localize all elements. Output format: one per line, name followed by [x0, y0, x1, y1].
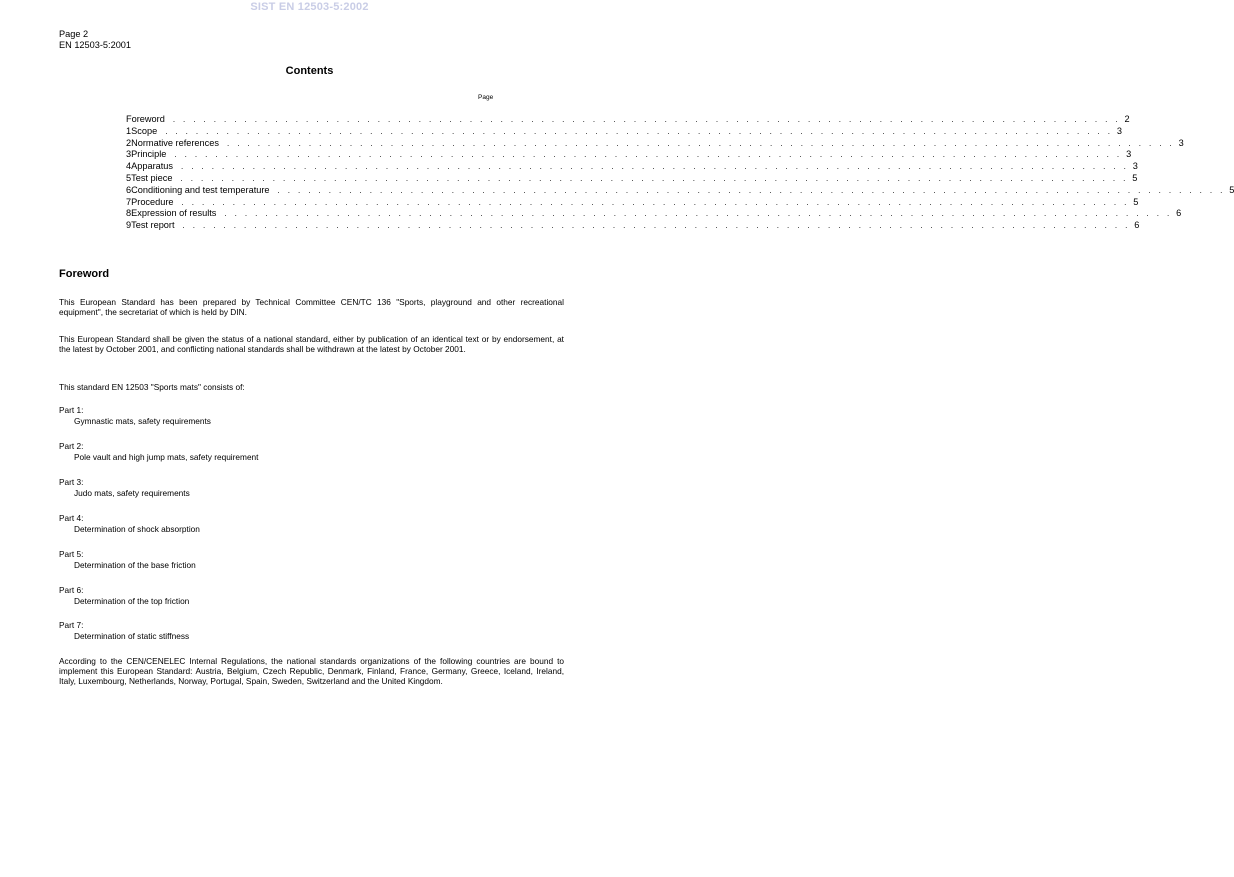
toc-entry-number: 3: [126, 149, 132, 160]
part-description: Determination of the base friction: [74, 560, 196, 570]
toc-entry-title: Principle: [131, 149, 167, 160]
toc-leader-dots: . . . . . . . . . . . . . . . . . . . . . . . . . . . . . . . . . . . . . . . . . . . . . . . . . . . . . . . . . . . . . . . . . . . . . . . . . . . . . . . . . . . . . . . . . . . . .: [180, 173, 1129, 183]
part-list-item: [59, 620, 189, 642]
toc-entry-page: 3: [1116, 125, 1123, 136]
part-label: Part 3:: [59, 477, 84, 487]
page-header: [59, 29, 131, 51]
toc-entry-scope[interactable]: [126, 125, 1123, 138]
part-description: Determination of shock absorption: [74, 524, 200, 534]
toc-entry-page: 5: [1132, 172, 1138, 183]
toc-entry-number: 2: [126, 137, 132, 148]
toc-leader-dots: . . . . . . . . . . . . . . . . . . . . . . . . . . . . . . . . . . . . . . . . . . . . . . . . . . . . . . . . . . . . . . . . . . . . . . . . . . . . . . . . . . . . . . . . . . . . .: [181, 197, 1130, 207]
foreword-paragraph: This standard EN 12503 "Sports mats" consists of:: [59, 382, 245, 392]
part-description: Determination of the top friction: [74, 596, 190, 606]
toc-entry-number: 7: [126, 196, 132, 207]
toc-entry-conditioning[interactable]: [126, 184, 1234, 197]
toc-entry-principle[interactable]: [126, 149, 1132, 161]
toc-entry-title: Expression of results: [131, 208, 217, 219]
toc-entry-title: Test report: [131, 220, 175, 231]
foreword-heading: Foreword: [59, 268, 110, 280]
toc-entry-page: 3: [1178, 137, 1184, 148]
toc-entry-page: 5: [1133, 196, 1139, 207]
part-list-item: [59, 405, 211, 427]
part-list-item: [59, 477, 190, 499]
foreword-paragraph: This European Standard shall be given the status of a national standard, either by publication of an identical text or by endorsement, at the latest by October 2001, and conflicting national standards shall be withdrawn at the latest by October 2001.: [59, 334, 564, 355]
part-label: Part 4:: [59, 513, 84, 523]
foreword-paragraph: According to the CEN/CENELEC Internal Regulations, the national standards organizations of the following countries are bound to implement this European Standard: Austria, Belgium, Czech Republic, Denmark, Finland, France, Germany, Greece, Iceland, Ireland, Italy, Luxembourg, Netherlands, Norway, Portugal, Spain, Sweden, Switzerland and the United Kingdom.: [59, 656, 564, 687]
toc-leader-dots: . . . . . . . . . . . . . . . . . . . . . . . . . . . . . . . . . . . . . . . . . . . . . . . . . . . . . . . . . . . . . . . . . . . . . . . . . . . . . . . . . . . . . . . . . . . . .: [224, 209, 1173, 219]
toc-entry-expression-of-results[interactable]: [126, 208, 1182, 220]
toc-entry-foreword[interactable]: [126, 114, 1130, 126]
part-label: Part 7:: [59, 620, 84, 630]
page-number-label: Page 2: [59, 29, 89, 39]
part-label: Part 6:: [59, 585, 84, 595]
part-list-item: [59, 441, 258, 463]
toc-entry-title: Scope: [131, 125, 158, 136]
toc-entry-number: 6: [126, 184, 132, 195]
part-label: Part 2:: [59, 441, 84, 451]
toc-entry-title: Apparatus: [131, 161, 174, 172]
toc-entry-page: 5: [1229, 184, 1234, 195]
document-id: EN 12503-5:2001: [59, 40, 132, 50]
toc-entry-page: 6: [1134, 220, 1140, 231]
part-description: Determination of static stiffness: [74, 631, 190, 641]
toc-leader-dots: . . . . . . . . . . . . . . . . . . . . . . . . . . . . . . . . . . . . . . . . . . . . . . . . . . . . . . . . . . . . . . . . . . . . . . . . . . . . . . . . . . . . . . . . . . . . .: [182, 221, 1131, 231]
toc-entry-test-piece[interactable]: [126, 172, 1138, 185]
foreword-paragraph: This European Standard has been prepared by Technical Committee CEN/TC 136 "Sports, playground and other recreational equipment", the secretariat of which is held by DIN.: [59, 297, 564, 318]
toc-entry-title: Conditioning and test temperature: [131, 184, 270, 195]
toc-entry-number: 4: [126, 161, 132, 172]
toc-leader-dots: . . . . . . . . . . . . . . . . . . . . . . . . . . . . . . . . . . . . . . . . . . . . . . . . . . . . . . . . . . . . . . . . . . . . . . . . . . . . . . . . . . . . . . . . . . . . .: [277, 185, 1226, 195]
toc-entry-apparatus[interactable]: [126, 161, 1138, 173]
toc-entry-page: 6: [1176, 208, 1182, 219]
toc-leader-dots: . . . . . . . . . . . . . . . . . . . . . . . . . . . . . . . . . . . . . . . . . . . . . . . . . . . . . . . . . . . . . . . . . . . . . . . . . . . . . . . . . . . . . . . . . . . . .: [172, 115, 1121, 124]
toc-entry-page: 2: [1124, 114, 1130, 124]
toc-leader-dots: . . . . . . . . . . . . . . . . . . . . . . . . . . . . . . . . . . . . . . . . . . . . . . . . . . . . . . . . . . . . . . . . . . . . . . . . . . . . . . . . . . . . . . . . . . . . .: [226, 138, 1175, 148]
toc-entry-title: Foreword: [126, 114, 165, 124]
table-of-contents: [126, 114, 1234, 232]
part-description: Judo mats, safety requirements: [74, 488, 190, 498]
part-label: Part 1:: [59, 405, 84, 415]
toc-entry-page: 3: [1126, 149, 1132, 160]
toc-entry-title: Normative references: [131, 137, 219, 148]
toc-entry-number: 5: [126, 172, 132, 183]
toc-entry-normative-references[interactable]: [126, 137, 1184, 150]
part-list-item: [59, 549, 196, 571]
toc-entry-page: 3: [1132, 161, 1138, 172]
toc-entry-number: 9: [126, 220, 132, 231]
toc-leader-dots: . . . . . . . . . . . . . . . . . . . . . . . . . . . . . . . . . . . . . . . . . . . . . . . . . . . . . . . . . . . . . . . . . . . . . . . . . . . . . . . . . . . . . . . . . . . . .: [181, 162, 1129, 172]
toc-entry-number: 1: [126, 125, 132, 136]
toc-entry-title: Procedure: [131, 196, 174, 207]
toc-entry-number: 8: [126, 208, 132, 219]
toc-page-column-label: Page: [478, 94, 494, 101]
toc-entry-test-report[interactable]: [126, 220, 1140, 232]
part-description: Gymnastic mats, safety requirements: [74, 416, 211, 426]
part-list-item: [59, 585, 189, 607]
toc-entry-procedure[interactable]: [126, 196, 1139, 209]
part-label: Part 5:: [59, 549, 84, 559]
part-list-item: [59, 513, 200, 535]
toc-leader-dots: . . . . . . . . . . . . . . . . . . . . . . . . . . . . . . . . . . . . . . . . . . . . . . . . . . . . . . . . . . . . . . . . . . . . . . . . . . . . . . . . . . . . . . . . . . . . .: [174, 150, 1123, 160]
part-description: Pole vault and high jump mats, safety requirement: [74, 452, 259, 462]
toc-leader-dots: . . . . . . . . . . . . . . . . . . . . . . . . . . . . . . . . . . . . . . . . . . . . . . . . . . . . . . . . . . . . . . . . . . . . . . . . . . . . . . . . . . . . . . . . . . . . .: [165, 126, 1113, 136]
watermark: SIST EN 12503-5:2002: [250, 1, 369, 13]
toc-entry-title: Test piece: [131, 172, 173, 183]
contents-title: Contents: [285, 65, 334, 77]
